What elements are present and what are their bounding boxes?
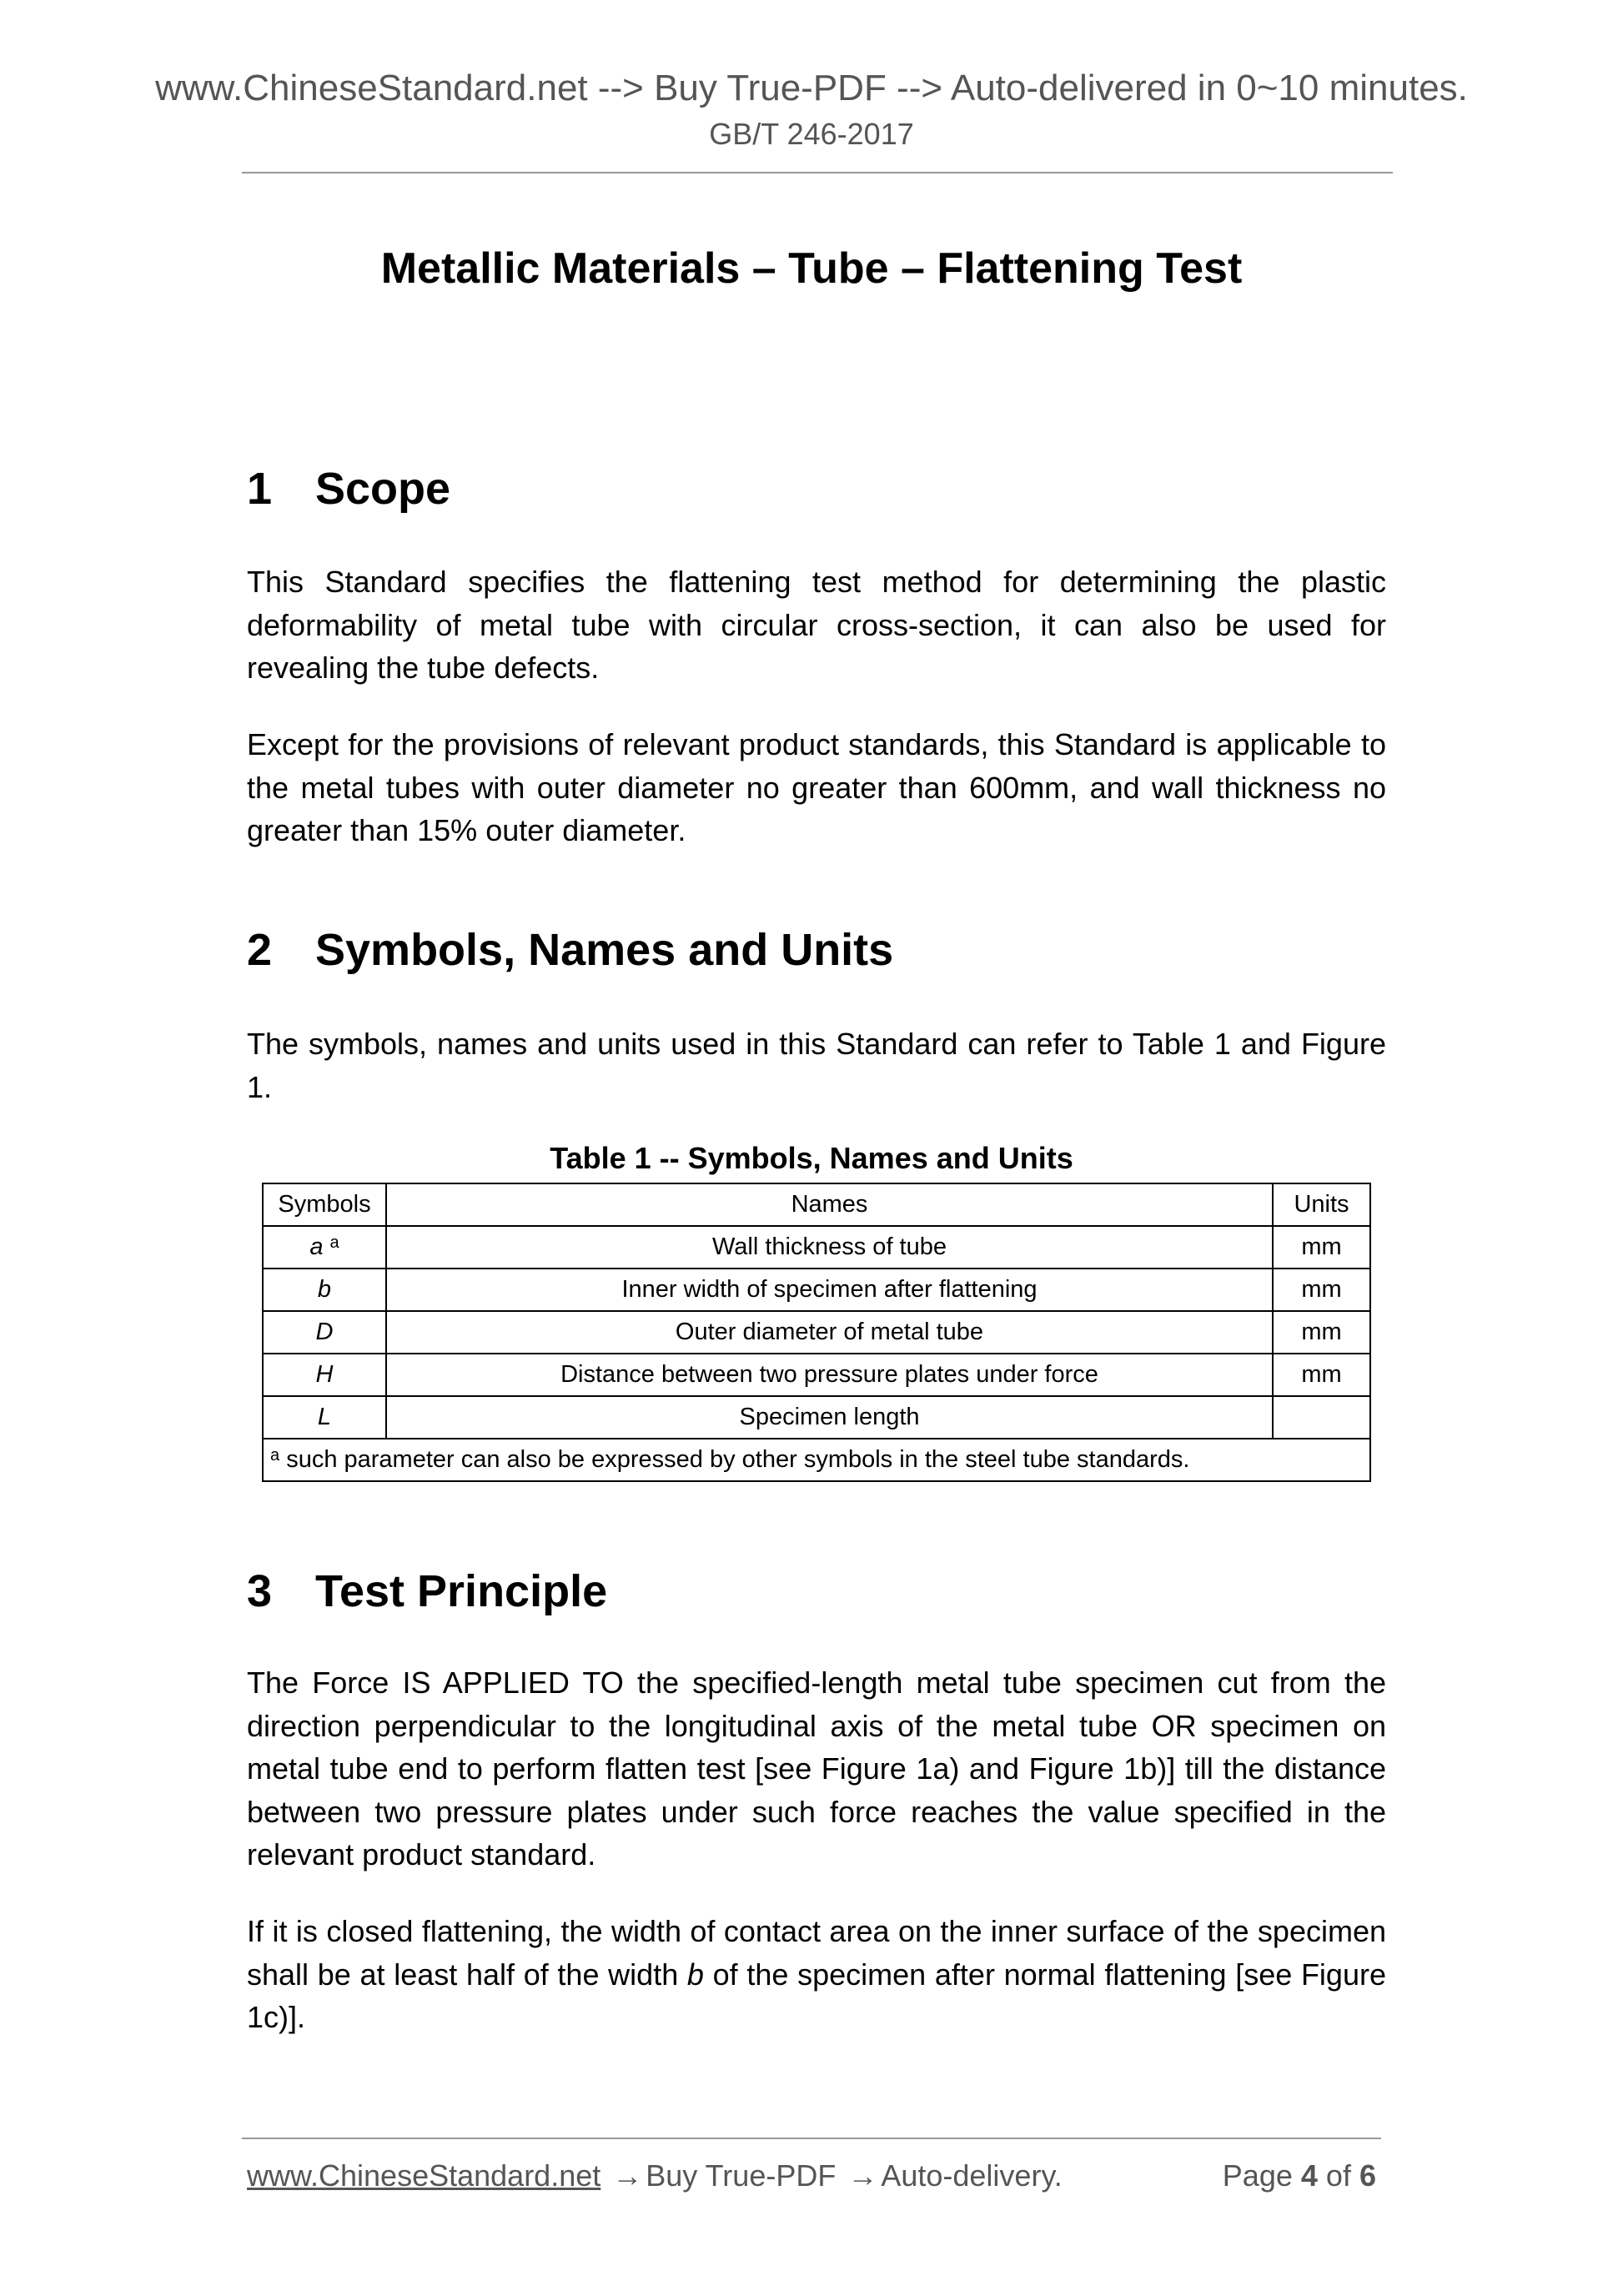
section-1-title: Scope: [315, 464, 451, 514]
symbol-cell: b: [263, 1269, 386, 1311]
footnote-marker: a: [270, 1446, 280, 1465]
name-cell: Outer diameter of metal tube: [386, 1311, 1273, 1354]
table-row: [263, 1311, 1370, 1354]
footer-buy-text: Buy True-PDF: [646, 2158, 837, 2193]
page-label: Page: [1222, 2158, 1293, 2193]
table-row: [263, 1269, 1370, 1311]
symbol-text: a: [309, 1233, 324, 1260]
symbol-cell: L: [263, 1396, 386, 1439]
scope-paragraph-1: This Standard specifies the flattening test method for determining the plastic deformability of metal tube with circular cross-section, it can also be used for revealing the tube defects.: [247, 565, 1386, 685]
footer-site-link[interactable]: www.ChineseStandard.net: [247, 2158, 601, 2193]
unit-cell: mm: [1273, 1354, 1370, 1396]
principle-paragraph-2-text-a: If it is closed flattening, the width of contact area on the inner surface of the specimen shall be at least half of the width: [247, 1914, 1386, 1992]
principle-paragraph-2: [247, 1910, 1386, 2039]
header-divider: [242, 172, 1393, 173]
page-current: 4: [1300, 2158, 1318, 2193]
table-header-row: [263, 1183, 1370, 1226]
scope-paragraph-2: Except for the provisions of relevant product standards, this Standard is applicable to the metal tubes with outer diameter no greater than 600mm, and wall thickness no greater than 15% outer diameter.: [247, 727, 1386, 847]
header-cell-symbols: Symbols: [263, 1183, 386, 1226]
footnote-text: such parameter can also be expressed by other symbols in the steel tube standards.: [286, 1446, 1190, 1473]
section-2-number: 2: [247, 925, 273, 975]
section-3-title: Test Principle: [315, 1566, 608, 1616]
unit-cell: [1273, 1396, 1370, 1439]
symbol-b: b: [686, 1957, 704, 1992]
arrow-right-icon: →: [612, 2158, 643, 2193]
table-row: [263, 1226, 1370, 1269]
header-cell-names: Names: [386, 1183, 1273, 1226]
name-cell: Wall thickness of tube: [386, 1226, 1273, 1269]
name-cell: Inner width of specimen after flattening: [386, 1269, 1273, 1311]
unit-cell: mm: [1273, 1269, 1370, 1311]
name-cell: Distance between two pressure plates under force: [386, 1354, 1273, 1396]
page-footer: [247, 2157, 1376, 2195]
section-3-heading: [247, 1564, 607, 1619]
page-indicator: [1223, 2157, 1376, 2195]
page-of: of: [1325, 2158, 1351, 2193]
footer-divider: [242, 2138, 1381, 2139]
section-1-number: 1: [247, 464, 273, 514]
header-cell-units: Units: [1273, 1183, 1370, 1226]
unit-cell: mm: [1273, 1226, 1370, 1269]
section-3-number: 3: [247, 1566, 273, 1616]
name-cell: Specimen length: [386, 1396, 1273, 1439]
section-2-title: Symbols, Names and Units: [315, 925, 894, 975]
symbol-cell: D: [263, 1311, 386, 1354]
section-2-heading: [247, 922, 893, 977]
page-total: 6: [1359, 2158, 1376, 2193]
table-footnote: [263, 1439, 1370, 1481]
standard-code: GB/T 246-2017: [709, 117, 914, 151]
symbols-table: [262, 1183, 1371, 1482]
symbol-cell: H: [263, 1354, 386, 1396]
table-1-caption: Table 1 -- Symbols, Names and Units: [550, 1141, 1073, 1175]
symbol-cell: [263, 1226, 386, 1269]
document-title: Metallic Materials – Tube – Flattening Test: [380, 244, 1243, 293]
principle-paragraph-2-text-b: of the specimen after normal flattening [see Figure 1c)].: [247, 1957, 1386, 2034]
table-row: [263, 1396, 1370, 1439]
footer-auto-text: Auto-delivery.: [881, 2158, 1063, 2193]
table-row: [263, 1354, 1370, 1396]
arrow-right-icon: →: [847, 2158, 878, 2193]
symbols-paragraph: The symbols, names and units used in this Standard can refer to Table 1 and Figure 1.: [247, 1027, 1386, 1104]
table-footnote-row: [263, 1439, 1370, 1481]
symbol-footnote-marker: a: [329, 1233, 339, 1252]
principle-paragraph-1: The Force IS APPLIED TO the specified-length metal tube specimen cut from the direction perpendicular to the longitudinal axis of the metal tube OR specimen on metal tube end to perform flatten test [see Figure 1a) and Figure 1b)] till the distance between two pressure plates under such force reaches the value specified in the relevant product standard.: [247, 1665, 1386, 1871]
unit-cell: mm: [1273, 1311, 1370, 1354]
header-banner: www.ChineseStandard.net --> Buy True-PDF --> Auto-delivered in 0~10 minutes.: [155, 68, 1468, 108]
section-1-heading: [247, 461, 450, 516]
